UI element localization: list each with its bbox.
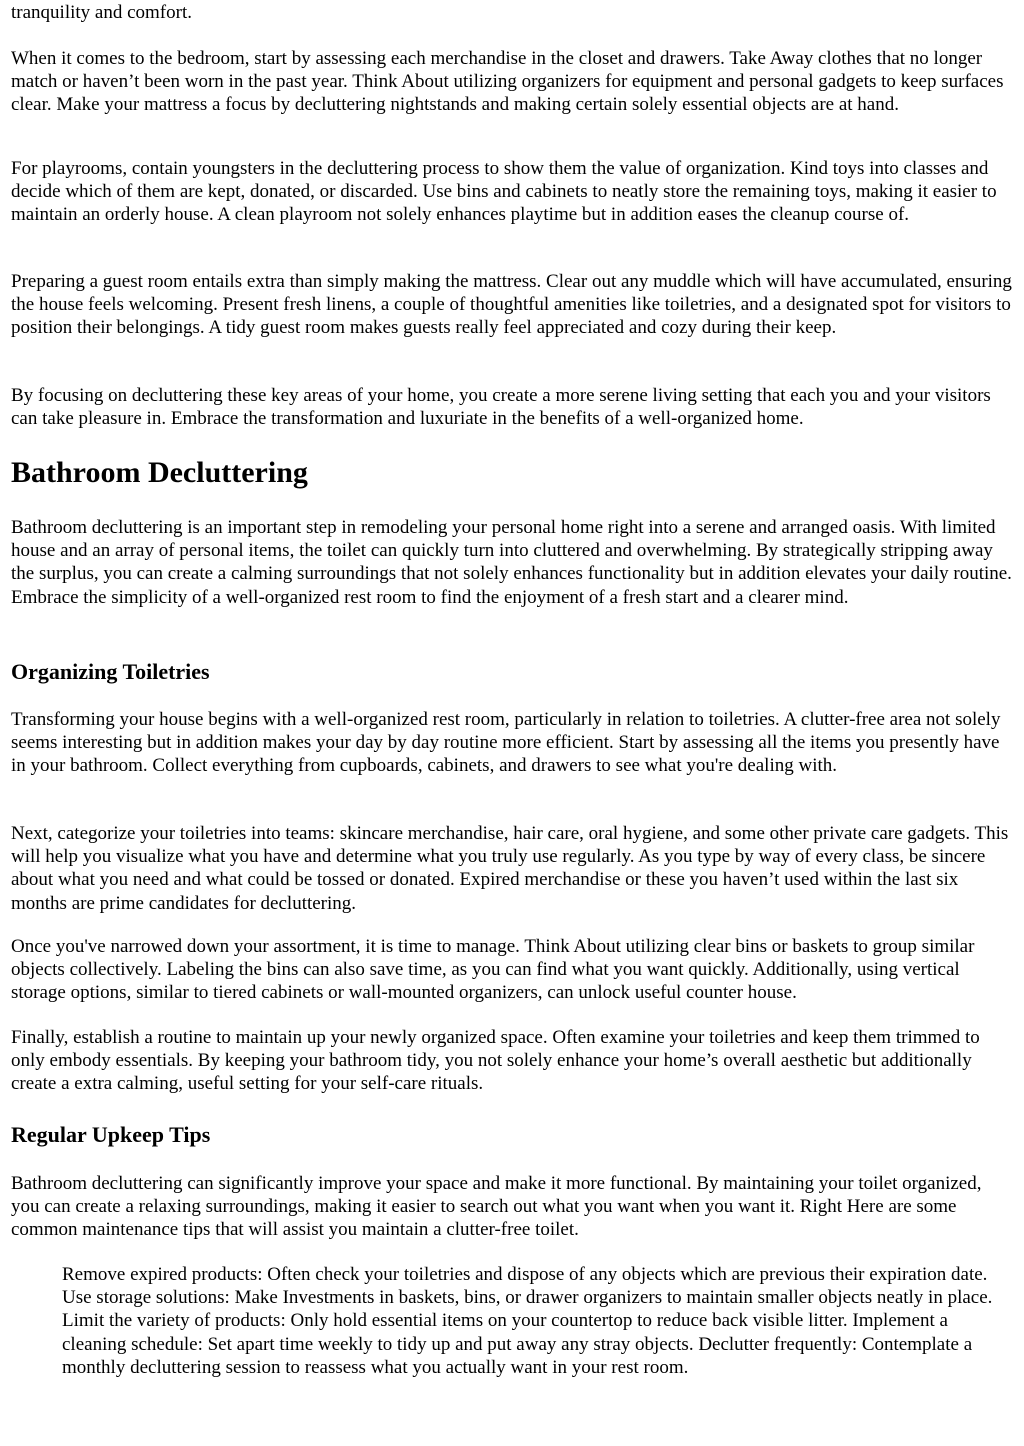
upkeep-tips-list: Remove expired products: Often check your toiletries and dispose of any objects which are previous their expiration date. Use storage solutions: Make Investments in baskets, bins, or drawer organizers to maintain smaller objects neatly in place. Limit the variety of products: Only hold essential items on your countertop to reduce back visible litter. Implement a cleaning schedule: Set apart time weekly to tidy up and put away any stray objects. Declutter frequently: Contemplate a monthly decluttering session to reassess what you actually want in your rest room. [62, 1264, 993, 1378]
toiletries-paragraph-1: Transforming your house begins with a well-organized rest room, particularly in relation to toiletries. A clutter-free area not solely seems interesting but in addition makes your day by day routine more efficient. Start by assessing all the items you presently have in your bathroom. Collect everything from cupboards, cabinets, and drawers to see what you're dealing with. [11, 709, 1001, 777]
toiletries-paragraph-3: Once you've narrowed down your assortment, it is time to manage. Think About utilizing clear bins or baskets to group similar objects collectively. Labeling the bins can also save time, as you can find what you want quickly. Additionally, using vertical storage options, similar to tiered cabinets or wall-mounted organizers, can unlock useful counter house. [11, 936, 975, 1004]
regular-upkeep-heading: Regular Upkeep Tips [11, 1122, 211, 1147]
guest-room-paragraph: Preparing a guest room entails extra than simply making the mattress. Clear out any muddle which will have accumulated, ensuring the house feels welcoming. Present fresh linens, a couple of thoughtful amenities like toiletries, and a designated spot for visitors to position their belongings. A tidy guest room makes guests really feel appreciated and cozy during their keep. [11, 271, 1012, 339]
toiletries-paragraph-2: Next, categorize your toiletries into teams: skincare merchandise, hair care, oral hygiene, and some other private care gadgets. This will help you visualize what you have and determine what you truly use regularly. As you type by way of every class, be sincere about what you need and what could be tossed or donated. Expired merchandise or these you haven’t used within the last six months are prime candidates for decluttering. [11, 823, 1009, 914]
closing-paragraph: By focusing on decluttering these key areas of your home, you create a more serene living setting that each you and your visitors can take pleasure in. Embrace the transformation and luxuriate in the benefits of a well-organized home. [11, 385, 991, 430]
playroom-paragraph: For playrooms, contain youngsters in the decluttering process to show them the value of organization. Kind toys into classes and decide which of them are kept, donated, or discarded. Use bins and cabinets to neatly store the remaining toys, making it easier to maintain an orderly house. A clean playroom not solely enhances playtime but in addition eases the cleanup course of. [11, 158, 997, 226]
bathroom-intro-paragraph: Bathroom decluttering is an important step in remodeling your personal home right into a serene and arranged oasis. With limited house and an array of personal items, the toilet can quickly turn into cluttered and overwhelming. By strategically stripping away the surplus, you can create a calming surroundings that not solely enhances functionality but in addition elevates your daily routine. Embrace the simplicity of a well-organized rest room to find the enjoyment of a fresh start and a clearer mind. [11, 517, 1012, 608]
toiletries-paragraph-4: Finally, establish a routine to maintain up your newly organized space. Often examine your toiletries and keep them trimmed to only embody essentials. By keeping your bathroom tidy, you not solely enhance your home’s overall aesthetic but additionally create a extra calming, useful setting for your self-care rituals. [11, 1027, 980, 1095]
bedroom-paragraph: When it comes to the bedroom, start by assessing each merchandise in the closet and drawers. Take Away clothes that no longer match or haven’t been worn in the past year. Think About utilizing organizers for equipment and personal gadgets to keep surfaces clear. Make your mattress a focus by decluttering nightstands and making certain solely essential objects are at hand. [11, 48, 1004, 116]
upkeep-paragraph: Bathroom decluttering can significantly improve your space and make it more functional. By maintaining your toilet organized, you can create a relaxing surroundings, making it easier to search out what you want when you want it. Right Here are some common maintenance tips that will assist you maintain a clutter-free toilet. [11, 1173, 982, 1241]
bathroom-decluttering-heading: Bathroom Decluttering [11, 456, 308, 489]
organizing-toiletries-heading: Organizing Toiletries [11, 659, 210, 684]
intro-paragraph-fragment: tranquility and comfort. [11, 2, 192, 23]
